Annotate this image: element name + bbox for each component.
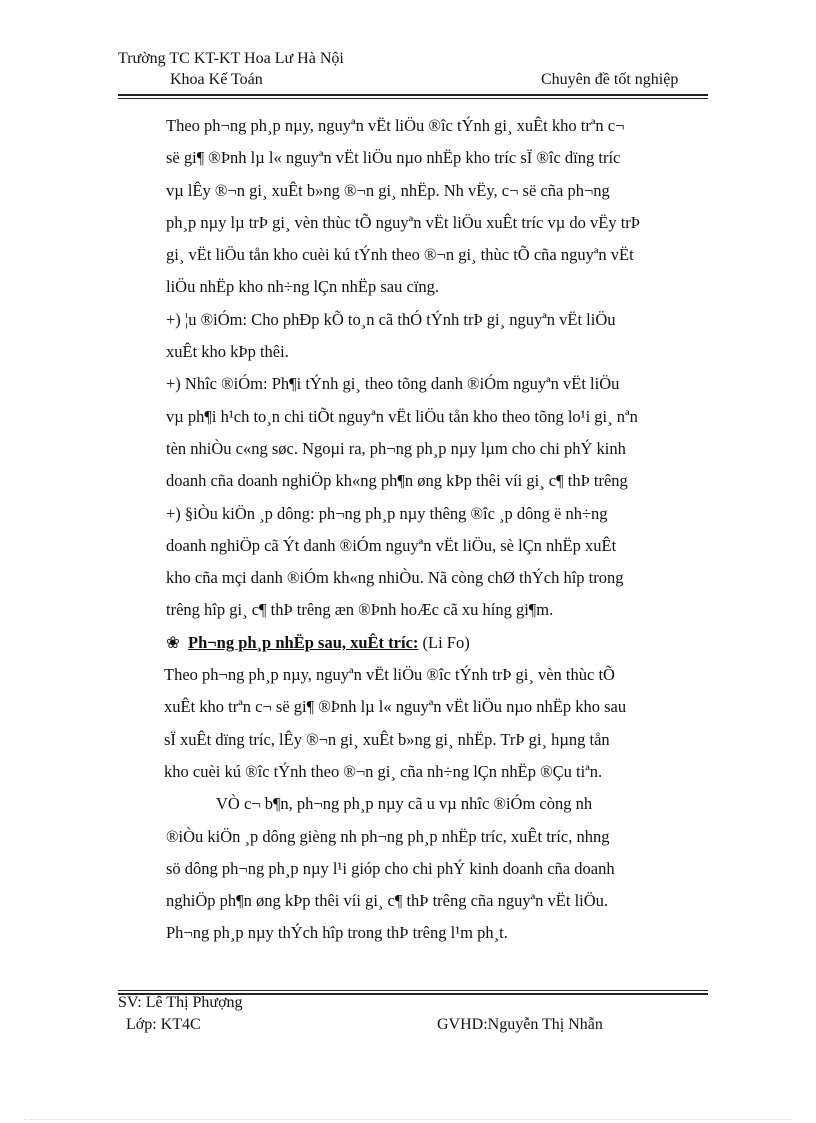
department-name: Khoa Kế Toán (170, 71, 263, 88)
body-line: doanh cña doanh nghiÖp kh«ng ph¶n øng kÞp thêi víi gi¸ c¶ thÞ trêng (166, 471, 628, 491)
header-rule-thin (118, 98, 708, 99)
body-line: së gi¶ ®Þnh lµ l« nguyªn vËt liÖu nµo nhËp kho tríc sÏ ®îc dïng tríc (166, 148, 621, 168)
body-line: kho cña mçi danh ®iÓm kh«ng nhiÒu. Nã còng chØ thÝch hîp trong (166, 568, 624, 588)
body-line: ph¸p nµy lµ trÞ gi¸ vèn thùc tÕ nguyªn vËt liÖu xuÊt tríc vµ do vËy trÞ (166, 212, 640, 232)
body-line: ®iÒu kiÖn ¸p dông gièng nh ph¬ng ph¸p nhËp tríc, xuÊt tríc, nhng (166, 826, 610, 846)
body-line: xuÊt kho kÞp thêi. (166, 342, 289, 362)
student-name: SV: Lê Thị Phượng (118, 994, 243, 1011)
body-line: Theo ph¬ng ph¸p nµy, nguyªn vËt liÖu ®îc tÝnh trÞ gi¸ vèn thùc tÕ (164, 665, 615, 685)
school-name: Trường TC KT-KT Hoa Lư Hà Nội (118, 50, 344, 67)
body-line: nghiÖp ph¶n øng kÞp thêi víi gi¸ c¶ thÞ trêng cña nguyªn vËt liÖu. (166, 891, 609, 911)
body-line: Theo ph¬ng ph¸p nµy, nguyªn vËt liÖu ®îc tÝnh gi¸ xuÊt kho trªn c¬ (166, 116, 625, 135)
body-line: trêng hîp gi¸ c¶ thÞ trêng æn ®Þnh hoÆc cã xu híng gi¶m. (166, 600, 554, 620)
body-line: vµ lÊy ®¬n gi¸ xuÊt b»ng ®¬n gi¸ nhËp. Nh vËy, c¬ së cña ph¬ng (166, 180, 610, 200)
body-line: +) Nhîc ®iÓm: Ph¶i tÝnh gi¸ theo tõng danh ®iÓm nguyªn vËt liÖu (166, 374, 620, 394)
body-line: sÏ xuÊt dïng tríc, lÊy ®¬n gi¸ xuÊt b»ng gi¸ nhËp. TrÞ gi¸ hµng tån (164, 729, 610, 749)
document-topic: Chuyên đề tốt nghiệp (541, 71, 679, 88)
bullet-icon: ❀ (166, 632, 180, 652)
section-heading-suffix: (Li Fo) (418, 632, 470, 652)
body-line: tèn nhiÒu c«ng søc. Ngoµi ra, ph¬ng ph¸p nµy lµm cho chi phÝ kinh (166, 438, 626, 458)
body-line: +) §iÒu kiÖn ¸p dông: ph¬ng ph¸p nµy thêng ®îc ¸p dông ë nh÷ng (166, 503, 608, 523)
class-name: Lớp: KT4C (126, 1016, 201, 1033)
body-line: kho cuèi kú ®îc tÝnh theo ®¬n gi¸ cña nh÷ng lÇn nhËp ®Çu tiªn. (164, 761, 603, 781)
body-line: vµ ph¶i h¹ch to¸n chi tiÕt nguyªn vËt liÖu tån kho theo tõng lo¹i gi¸ nªn (166, 406, 638, 426)
body-line: liÖu nhËp kho nh÷ng lÇn nhËp sau cïng. (166, 277, 440, 297)
body-line: sö dông ph¬ng ph¸p nµy l¹i gióp cho chi phÝ kinh doanh cña doanh (166, 858, 615, 878)
body-line: doanh nghiÖp cã Ýt danh ®iÓm nguyªn vËt liÖu, sè lÇn nhËp xuÊt (166, 535, 617, 555)
footer-rule-thin (118, 990, 708, 991)
body-line: gi¸ vËt liÖu tån kho cuèi kú tÝnh theo ®¬n gi¸ thùc tÕ cña nguyªn vËt (166, 245, 634, 265)
body-line: VÒ c¬ b¶n, ph¬ng ph¸p nµy cã u vµ nhîc ®iÓm còng nh (216, 794, 593, 814)
section-heading-title: Ph¬ng ph¸p nhËp sau, xuÊt tríc: (188, 632, 419, 652)
body-line: xuÊt kho trªn c¬ së gi¶ ®Þnh lµ l« nguyªn vËt liÖu nµo nhËp kho sau (164, 697, 627, 717)
advisor-name: GVHD:Nguyễn Thị Nhẫn (437, 1016, 603, 1033)
section-heading (166, 627, 722, 659)
body-line: +) ¦u ®iÓm: Cho phÐp kÕ to¸n cã thÓ tÝnh trÞ gi¸ nguyªn vËt liÖu (166, 309, 616, 329)
body-line: Ph¬ng ph¸p nµy thÝch hîp trong thÞ trêng l¹m ph¸t. (166, 923, 508, 943)
header-rule-thick (118, 94, 708, 96)
page-bottom-dotted-line (24, 1119, 792, 1120)
body-text (166, 110, 722, 950)
